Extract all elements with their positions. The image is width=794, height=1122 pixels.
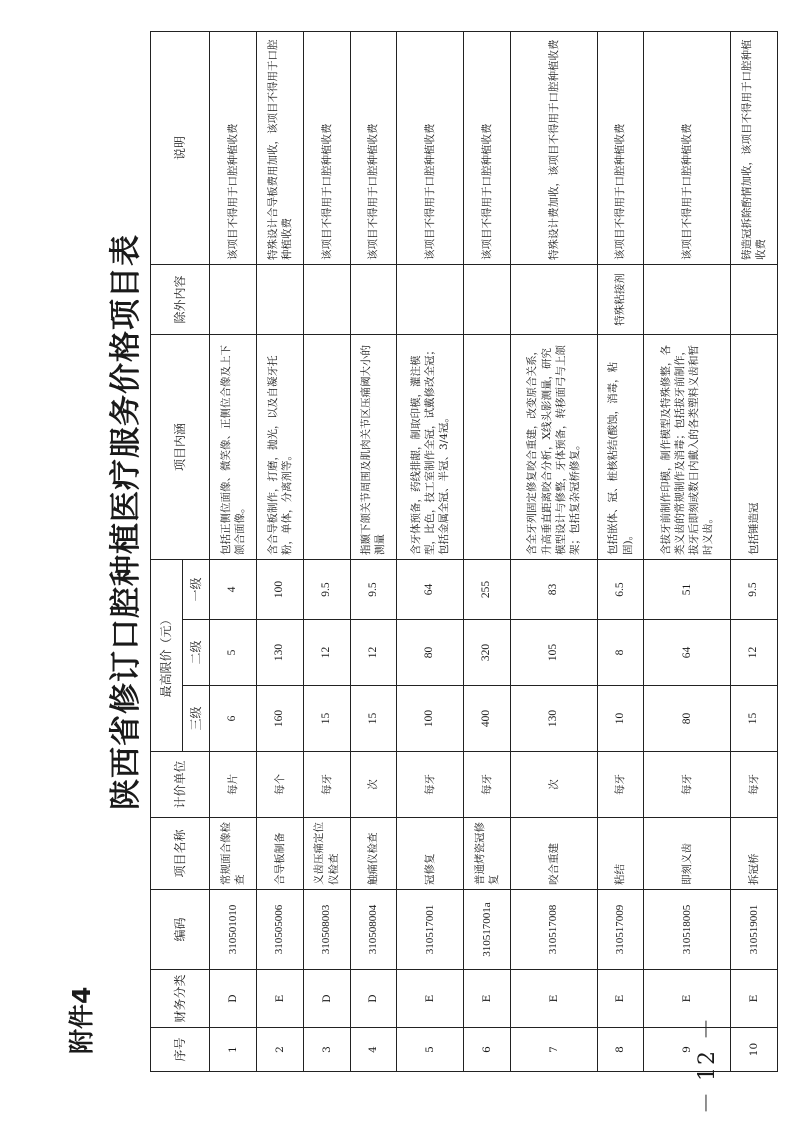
- cell-price-level2: 12: [350, 620, 397, 686]
- cell-unit: 每片: [210, 752, 257, 818]
- cell-price-level3: 80: [644, 686, 731, 752]
- cell-price-level2: 130: [256, 620, 303, 686]
- cell-seq: 1: [210, 1028, 257, 1072]
- cell-excluded: [397, 264, 464, 334]
- cell-note: 该项目不得用于口腔种植收费: [597, 31, 644, 264]
- cell-seq: 6: [464, 1028, 511, 1072]
- attachment-label: 附件4: [67, 986, 96, 1054]
- cell-price-level1: 6.5: [597, 559, 644, 619]
- cell-content: [464, 334, 511, 559]
- cell-name: 即刻义齿: [644, 818, 731, 890]
- cell-unit: 每牙: [644, 752, 731, 818]
- cell-price-level3: 100: [397, 686, 464, 752]
- cell-seq: 10: [731, 1028, 778, 1072]
- cell-price-level1: 100: [256, 559, 303, 619]
- cell-price-level2: 320: [464, 620, 511, 686]
- cell-code: 310517008: [510, 890, 597, 970]
- cell-unit: 每牙: [397, 752, 464, 818]
- cell-price-level1: 83: [510, 559, 597, 619]
- cell-name: 粘结: [597, 818, 644, 890]
- cell-price-level1: 51: [644, 559, 731, 619]
- cell-excluded: [303, 264, 350, 334]
- header-note: 说明: [151, 31, 210, 264]
- cell-content: 包括正侧位面像、微笑像、正侧位合像及上下颌合面像。: [210, 334, 257, 559]
- table-row: [210, 31, 257, 1071]
- cell-unit: 次: [350, 752, 397, 818]
- cell-content: 含全牙列固定修复咬合重建，改变原合关系，升高垂直距离咬合分析，X线头影测量，研究模型设计与修整，牙体预备，转移面弓与上颌架；包括复杂冠桥修复。: [510, 334, 597, 559]
- table-row: [303, 31, 350, 1071]
- cell-code: 310518005: [644, 890, 731, 970]
- cell-seq: 5: [397, 1028, 464, 1072]
- cell-seq: 4: [350, 1028, 397, 1072]
- cell-price-level1: 9.5: [303, 559, 350, 619]
- cell-name: 冠修复: [397, 818, 464, 890]
- cell-note: 该项目不得用于口腔种植收费: [464, 31, 511, 264]
- cell-category: D: [350, 970, 397, 1028]
- cell-seq: 9: [644, 1028, 731, 1072]
- cell-price-level2: 105: [510, 620, 597, 686]
- cell-name: 触痛仪检查: [350, 818, 397, 890]
- cell-content: 指颞下颌关节周围及肌肉关节区压痛阈大小的测量: [350, 334, 397, 559]
- header-level1: 一级: [183, 559, 210, 619]
- cell-excluded: [644, 264, 731, 334]
- cell-unit: 每牙: [464, 752, 511, 818]
- cell-price-level3: 400: [464, 686, 511, 752]
- header-content: 项目内涵: [151, 334, 210, 559]
- cell-note: 特殊设计费加收，该项目不得用于口腔种植收费: [510, 31, 597, 264]
- cell-price-level3: 160: [256, 686, 303, 752]
- cell-category: E: [510, 970, 597, 1028]
- cell-price-level2: 5: [210, 620, 257, 686]
- page-number: － 12 －: [695, 1016, 720, 1114]
- cell-unit: 每个: [256, 752, 303, 818]
- table-row: [731, 31, 778, 1071]
- cell-name: 拆冠桥: [731, 818, 778, 890]
- cell-price-level2: 8: [597, 620, 644, 686]
- table-row: [597, 31, 644, 1071]
- cell-price-level3: 10: [597, 686, 644, 752]
- cell-name: 义齿压痛定位仪检查: [303, 818, 350, 890]
- table-row: [350, 31, 397, 1071]
- cell-excluded: [256, 264, 303, 334]
- cell-price-level3: 15: [303, 686, 350, 752]
- cell-seq: 7: [510, 1028, 597, 1072]
- cell-content: [303, 334, 350, 559]
- cell-category: E: [397, 970, 464, 1028]
- cell-price-level2: 80: [397, 620, 464, 686]
- cell-note: 该项目不得用于口腔种植收费: [303, 31, 350, 264]
- table-row: [256, 31, 303, 1071]
- header-max-price: 最高限价（元）: [151, 559, 183, 751]
- table-row: [397, 31, 464, 1071]
- cell-name: 合导板制备: [256, 818, 303, 890]
- cell-unit: 次: [510, 752, 597, 818]
- cell-code: 310517001: [397, 890, 464, 970]
- cell-seq: 3: [303, 1028, 350, 1072]
- cell-name: 普通烤瓷冠修复: [464, 818, 511, 890]
- cell-price-level1: 9.5: [731, 559, 778, 619]
- cell-seq: 8: [597, 1028, 644, 1072]
- cell-excluded: [731, 264, 778, 334]
- cell-note: 该项目不得用于口腔种植收费: [644, 31, 731, 264]
- cell-price-level2: 12: [731, 620, 778, 686]
- cell-price-level1: 64: [397, 559, 464, 619]
- cell-name: 咬合重建: [510, 818, 597, 890]
- cell-price-level2: 12: [303, 620, 350, 686]
- cell-excluded: [210, 264, 257, 334]
- cell-category: D: [303, 970, 350, 1028]
- cell-unit: 每牙: [597, 752, 644, 818]
- cell-code: 310508003: [303, 890, 350, 970]
- cell-code: 310517001a: [464, 890, 511, 970]
- cell-category: E: [731, 970, 778, 1028]
- cell-category: D: [210, 970, 257, 1028]
- header-code: 编码: [151, 890, 210, 970]
- cell-note: 该项目不得用于口腔种植收费: [397, 31, 464, 264]
- cell-category: E: [644, 970, 731, 1028]
- cell-excluded: 特殊粘接剂: [597, 264, 644, 334]
- cell-unit: 每牙: [303, 752, 350, 818]
- cell-price-level3: 130: [510, 686, 597, 752]
- table-row: [510, 31, 597, 1071]
- cell-code: 310501010: [210, 890, 257, 970]
- header-row: [151, 31, 183, 1071]
- cell-code: 310519001: [731, 890, 778, 970]
- cell-code: 310508004: [350, 890, 397, 970]
- document-title: 陕西省修订口腔种植医疗服务价格项目表: [108, 234, 144, 810]
- cell-content: 含拔牙前制作印模，制作模型及特殊修整，各类义齿的常规制作及消毒；包括拔牙前制作，拔牙后即刻或数日内戴入的各类塑料义齿和暂时义齿。: [644, 334, 731, 559]
- cell-category: E: [256, 970, 303, 1028]
- cell-content: 含合导板制作，打磨，抛光，以及自凝牙托粉，单体，分离剂等。: [256, 334, 303, 559]
- header-unit: 计价单位: [151, 752, 210, 818]
- cell-content: 包括嵌体、冠、桩核粘结(酸蚀，消毒，粘固)。: [597, 334, 644, 559]
- cell-note: 特殊设计合导板费用加收，该项目不得用于口腔种植收费: [256, 31, 303, 264]
- header-level2: 二级: [183, 620, 210, 686]
- cell-price-level3: 15: [350, 686, 397, 752]
- cell-seq: 2: [256, 1028, 303, 1072]
- cell-excluded: [510, 264, 597, 334]
- cell-price-level1: 255: [464, 559, 511, 619]
- header-seq: 序号: [151, 1028, 210, 1072]
- cell-excluded: [464, 264, 511, 334]
- table-row: [644, 31, 731, 1071]
- cell-code: 310505006: [256, 890, 303, 970]
- cell-note: 该项目不得用于口腔种植收费: [210, 31, 257, 264]
- cell-price-level2: 64: [644, 620, 731, 686]
- cell-content: 含牙体预备，药线排龈，制取印模，灌注模型，比色，技工室制作全冠，试戴修改全冠；包括金属全冠、半冠、3/4冠。: [397, 334, 464, 559]
- cell-note: 该项目不得用于口腔种植收费: [350, 31, 397, 264]
- cell-code: 310517009: [597, 890, 644, 970]
- cell-category: E: [464, 970, 511, 1028]
- cell-unit: 每牙: [731, 752, 778, 818]
- table-row: [464, 31, 511, 1071]
- cell-price-level3: 6: [210, 686, 257, 752]
- header-excluded: 除外内容: [151, 264, 210, 334]
- cell-category: E: [597, 970, 644, 1028]
- header-category: 财务分类: [151, 970, 210, 1028]
- cell-note: 铸造冠拆除酌情加收，该项目不得用于口腔种植收费: [731, 31, 778, 264]
- cell-excluded: [350, 264, 397, 334]
- header-name: 项目名称: [151, 818, 210, 890]
- cell-content: 包括锤造冠: [731, 334, 778, 559]
- price-table: [150, 31, 778, 1072]
- header-level3: 三级: [183, 686, 210, 752]
- cell-price-level1: 4: [210, 559, 257, 619]
- cell-price-level1: 9.5: [350, 559, 397, 619]
- cell-name: 常规面合像检查: [210, 818, 257, 890]
- cell-price-level3: 15: [731, 686, 778, 752]
